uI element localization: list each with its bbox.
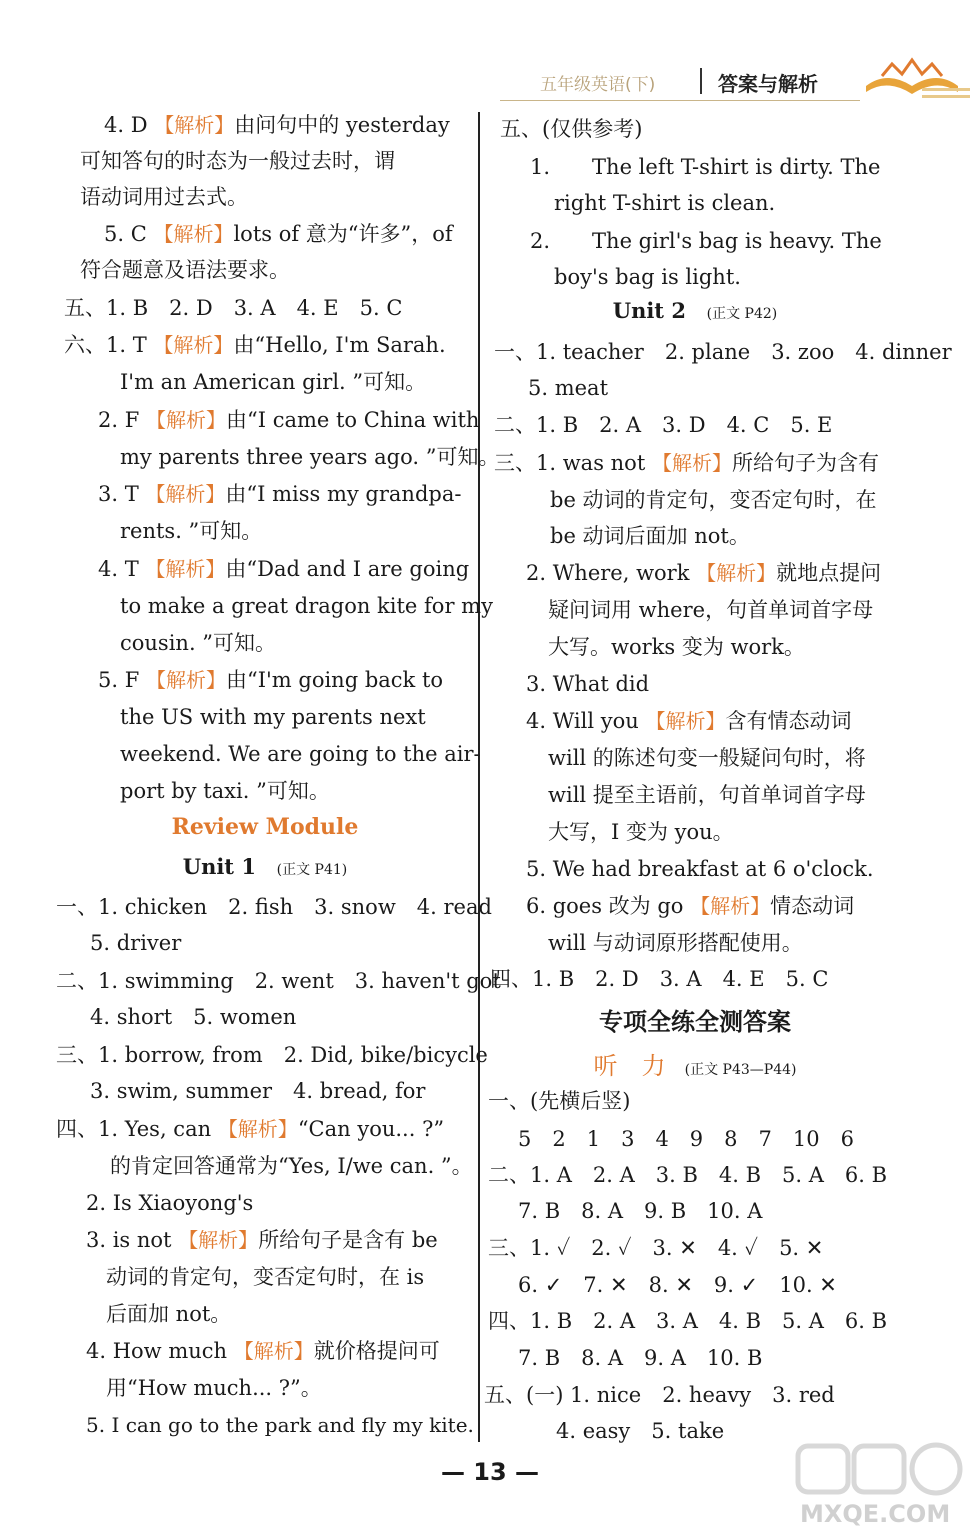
answer-line: 3. swim, summer 4. bread, for [90, 1079, 426, 1103]
answer-line: 6. goes 改为 go 【解析】情态动词 [526, 894, 855, 918]
answer-line: 一、1. teacher 2. plane 3. zoo 4. dinner [494, 340, 952, 364]
answer-line: 用“How much... ?”。 [106, 1376, 322, 1400]
answer-line: 六、1. T 【解析】由“Hello, I'm Sarah. [64, 333, 446, 357]
answer-line: 3. What did [526, 672, 650, 696]
answer-line: 2. Is Xiaoyong's [86, 1191, 254, 1215]
answer-line: 疑问词用 where，句首单词首字母 [548, 598, 874, 622]
answer-line: 6. ✓ 7. ✕ 8. ✕ 9. ✓ 10. ✕ [518, 1273, 837, 1297]
section-title: 答案与解析 [718, 72, 818, 96]
answer-line: 5. F 【解析】由“I'm going back to [98, 668, 444, 692]
header-rule [500, 100, 860, 101]
unit1-heading [60, 854, 470, 879]
unit2-heading [490, 298, 900, 323]
answer-line: 2. The girl's bag is heavy. The [530, 229, 882, 253]
answer-line: 四、1. Yes, can 【解析】“Can you... ?” [56, 1117, 445, 1141]
book-logo-icon [862, 56, 972, 102]
answer-line: 后面加 not。 [106, 1302, 232, 1326]
answer-line: 四、1. B 2. D 3. A 4. E 5. C [490, 967, 829, 991]
answer-line: 的肯定回答通常为“Yes, I/we can. ”。 [110, 1154, 473, 1178]
answer-line: 2. Where, work 【解析】就地点提问 [526, 561, 882, 585]
answer-line: 5. We had breakfast at 6 o'clock. [526, 857, 874, 881]
answer-line: 可知答句的时态为一般过去时，谓 [80, 149, 395, 173]
answer-line: 4. T 【解析】由“Dad and I are going [98, 557, 470, 581]
answer-line: my parents three years ago. ”可知。 [120, 445, 500, 469]
answer-line: the US with my parents next [120, 705, 426, 729]
answer-line: I'm an American girl. ”可知。 [120, 370, 427, 394]
answer-line: 5. C 【解析】lots of 意为“许多”，of [104, 222, 453, 246]
answer-line: 符合题意及语法要求。 [80, 258, 290, 282]
watermark-text: MXQE.COM [800, 1500, 951, 1528]
answer-line: 大写。works 变为 work。 [548, 635, 805, 659]
special-practice-title: 专项全练全测答案 [599, 1008, 791, 1036]
answer-line: 五、(一) 1. nice 2. heavy 3. red [484, 1383, 835, 1407]
answer-line: 五、1. B 2. D 3. A 4. E 5. C [64, 296, 403, 320]
answer-line: 五、(仅供参考) [500, 117, 643, 141]
answer-line: 4. D 【解析】由问句中的 yesterday [104, 113, 450, 137]
column-divider [478, 112, 480, 1442]
answer-line: 二、1. swimming 2. went 3. haven't got [56, 969, 501, 993]
answer-line: 7. B 8. A 9. B 10. A [518, 1199, 763, 1223]
answer-line: cousin. ”可知。 [120, 631, 277, 655]
answer-line: 5. meat [528, 376, 609, 400]
answer-line: will 的陈述句变一般疑问句时，将 [548, 746, 866, 770]
answer-line: 一、1. chicken 2. fish 3. snow 4. read [56, 895, 492, 919]
answer-line: will 提至主语前，句首单词首字母 [548, 783, 866, 807]
answer-line: 3. is not 【解析】所给句子是含有 be [86, 1228, 438, 1252]
answer-line: 1. The left T-shirt is dirty. The [530, 155, 881, 179]
listening-page-ref: (正文 P43—P44) [684, 1062, 797, 1078]
answer-line: will 与动词原形搭配使用。 [548, 931, 803, 955]
header-separator [700, 68, 702, 94]
answer-line: 四、1. B 2. A 3. A 4. B 5. A 6. B [488, 1309, 888, 1333]
answer-line: weekend. We are going to the air- [120, 742, 481, 766]
unit2-page-ref: (正文 P42) [706, 306, 778, 322]
listening-title: 听 力 [593, 1052, 666, 1080]
answer-line: boy's bag is light. [554, 265, 741, 289]
book-title: 五年级英语(下) [540, 75, 656, 95]
review-module-title: Review Module [171, 814, 359, 840]
answer-line: port by taxi. ”可知。 [120, 779, 330, 803]
answer-line: 动词的肯定句，变否定句时，在 is [106, 1265, 425, 1289]
answer-line: 三、1. ✓ 2. ✓ 3. ✕ 4. ✓ 5. ✕ [488, 1236, 824, 1260]
answer-line: 2. F 【解析】由“I came to China with [98, 408, 480, 432]
answer-line: 4. How much 【解析】就价格提问可 [86, 1339, 440, 1363]
answer-line: 三、1. was not 【解析】所给句子为含有 [494, 451, 879, 475]
page-number: — 13 — [440, 1458, 540, 1486]
answer-line: 5 2 1 3 4 9 8 7 10 6 [518, 1127, 854, 1151]
answer-line: right T-shirt is clean. [554, 191, 776, 215]
answer-line: 7. B 8. A 9. A 10. B [518, 1346, 763, 1370]
answer-line: 三、1. borrow, from 2. Did, bike/bicycle [56, 1043, 488, 1067]
answer-line: 4. short 5. women [90, 1005, 297, 1029]
watermark-logo-icon [790, 1440, 965, 1530]
answer-line: rents. ”可知。 [120, 519, 263, 543]
answer-line: to make a great dragon kite for my [120, 594, 493, 618]
answer-line: 5. I can go to the park and fly my kite. [86, 1413, 474, 1437]
answer-line: 4. Will you 【解析】含有情态动词 [526, 709, 852, 733]
answer-line: 大写，I 变为 you。 [548, 820, 734, 844]
answer-line: 3. T 【解析】由“I miss my grandpa- [98, 482, 462, 506]
unit2-title: Unit 2 [612, 298, 686, 323]
answer-line: 一、(先横后竖) [488, 1089, 631, 1113]
answer-line: be 动词后面加 not。 [550, 524, 750, 548]
unit1-page-ref: (正文 P41) [276, 862, 348, 878]
answer-line: 4. easy 5. take [556, 1419, 725, 1443]
answer-line: 二、1. B 2. A 3. D 4. C 5. E [494, 413, 833, 437]
answer-line: 二、1. A 2. A 3. B 4. B 5. A 6. B [488, 1163, 888, 1187]
listening-heading [490, 1046, 900, 1081]
unit1-title: Unit 1 [182, 854, 256, 879]
answer-line: be 动词的肯定句，变否定句时，在 [550, 488, 877, 512]
answer-line: 语动词用过去式。 [80, 185, 248, 209]
answer-line: 5. driver [90, 931, 182, 955]
